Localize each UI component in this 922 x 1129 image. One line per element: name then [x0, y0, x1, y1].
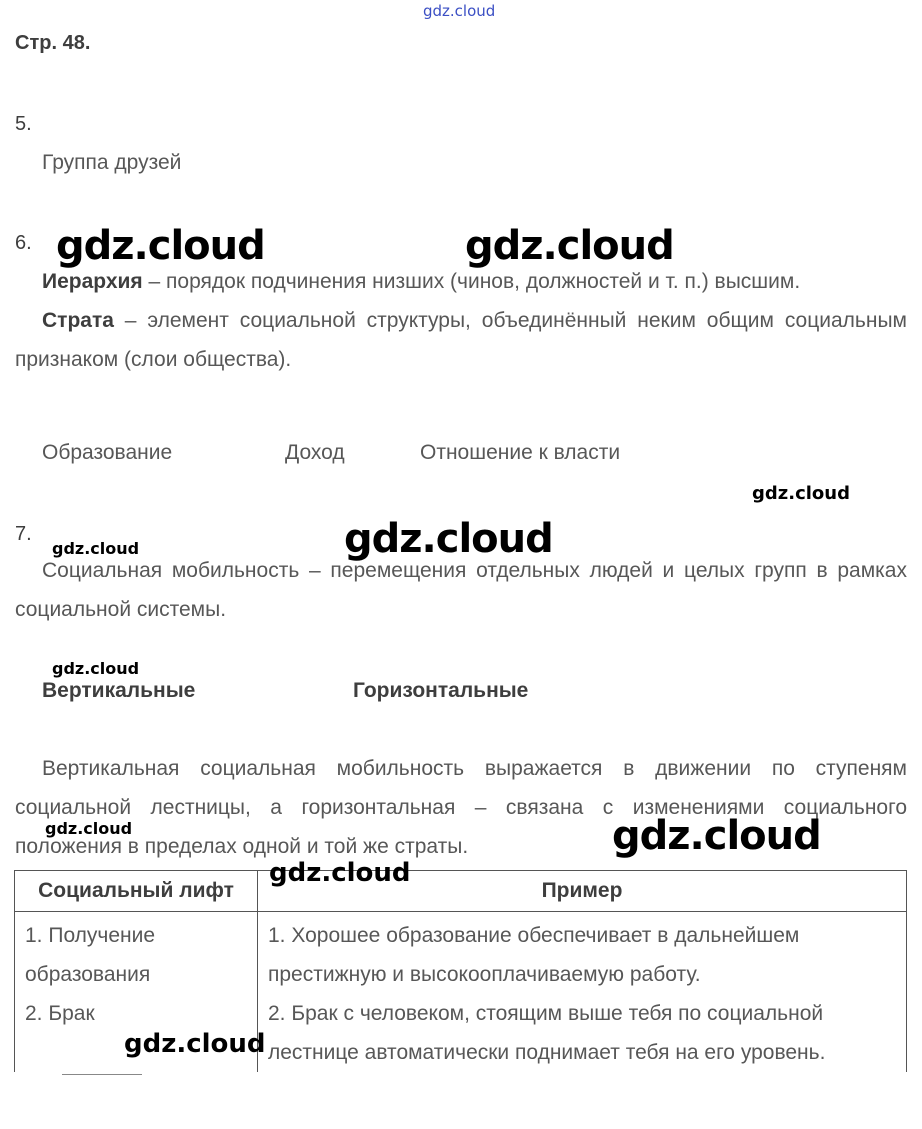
example-item: 1. Хорошее образование обеспечивает в дальнейшем престижную и высокооплачиваемую работу. — [268, 924, 800, 986]
watermark: gdz.cloud — [344, 516, 553, 562]
watermark: gdz.cloud — [124, 1029, 266, 1059]
example-item: 2. Брак с человеком, стоящим выше тебя по социальной лестнице автоматически поднимает тебя на его уровень. — [268, 1002, 826, 1064]
mobility-explanation: Вертикальная социальная мобильность выражается в движении по ступеням социальной лестницы, а горизонтальная – связана с изменениями социального положения в пределах одной и той же страты. — [15, 757, 907, 858]
hierarchy-definition — [42, 270, 800, 294]
lift-item: 1. Получение образования — [25, 924, 156, 986]
term-strata: Страта — [42, 309, 114, 332]
strata-text: – элемент социальной структуры, объединённый неким общим социальным признаком (слои общества). — [15, 309, 907, 371]
hierarchy-text: – порядок подчинения низших (чинов, должностей и т. п.) высшим. — [142, 270, 801, 293]
table-header-row — [15, 871, 907, 912]
watermark: gdz.cloud — [52, 539, 140, 558]
term-hierarchy: Иерархия — [42, 270, 143, 293]
watermark: gdz.cloud — [752, 483, 850, 504]
mobility-definition: Социальная мобильность – перемещения отдельных людей и целых групп в рамках социальной системы. — [15, 559, 907, 621]
type-horizontal: Горизонтальные — [353, 679, 529, 702]
watermark: gdz.cloud — [56, 223, 265, 269]
task-number-7: 7. — [15, 523, 32, 545]
watermark: gdz.cloud — [52, 659, 140, 678]
watermark: gdz.cloud — [465, 223, 674, 269]
task5-answer: Группа друзей — [42, 151, 182, 174]
criterion-education: Образование — [42, 441, 173, 464]
task-number-6: 6. — [15, 232, 32, 254]
criterion-power: Отношение к власти — [420, 441, 621, 464]
watermark: gdz.cloud — [45, 819, 133, 838]
task-number-5: 5. — [15, 113, 32, 135]
table-header-lift: Социальный лифт — [15, 871, 258, 912]
watermark-link[interactable]: gdz.cloud — [423, 2, 496, 20]
lift-item: 2. Брак — [25, 1002, 95, 1025]
watermark: gdz.cloud — [612, 813, 821, 859]
criterion-income: Доход — [285, 441, 345, 464]
divider — [62, 1074, 142, 1075]
type-vertical: Вертикальные — [42, 679, 196, 702]
strata-definition — [15, 301, 907, 379]
table-header-example: Пример — [258, 871, 907, 912]
page-reference: Стр. 48. — [15, 32, 91, 54]
watermark: gdz.cloud — [269, 858, 411, 888]
table-cell-examples — [258, 912, 907, 1073]
